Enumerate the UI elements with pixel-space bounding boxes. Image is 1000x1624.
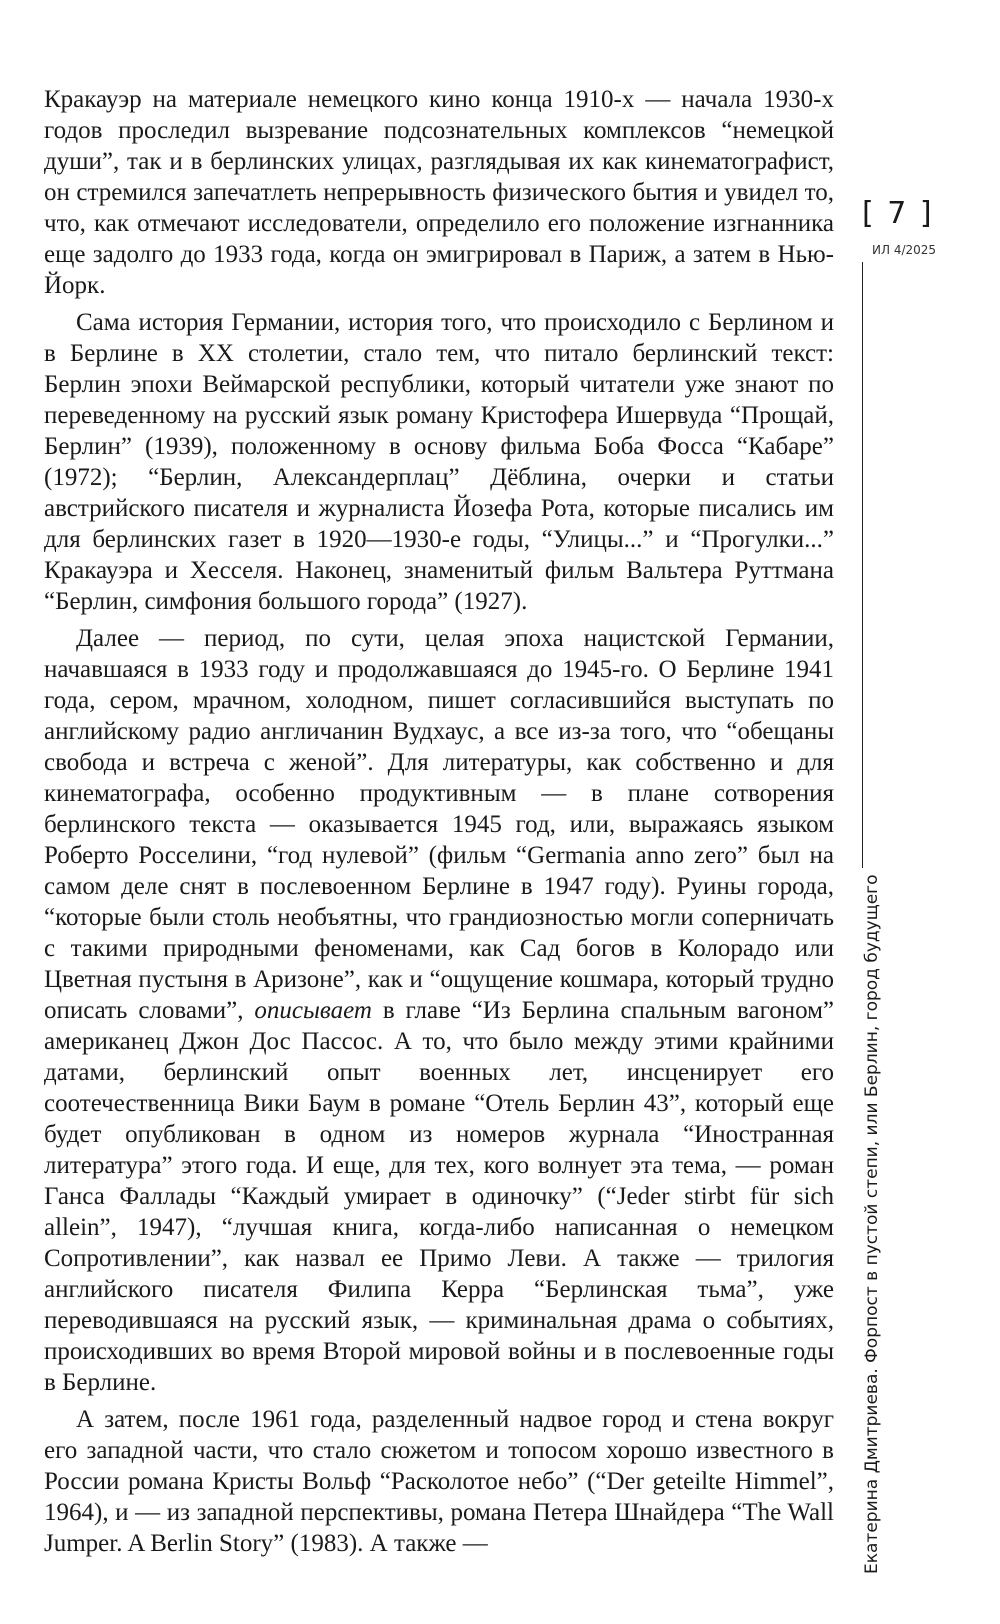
paragraph-4: А затем, после 1961 года, разделенный надвое город и стена вокруг его западной части, что стало сюжетом и топосом хорошо известного в России романа Кристы Вольф “Расколотое небо” (“Der geteilte Himmel”, 1964), и — из западной перспективы, романа Петера Шнайдера “The Wall Jumper. A Berlin Story” (1983). А также — xyxy=(44,1406,834,1557)
paragraph-3-emphasis: описывает xyxy=(254,997,372,1024)
running-head: Екатерина Дмитриева. Форпост в пустой степи, или Берлин, город будущего xyxy=(862,869,882,1581)
paragraph-3-text: Далее — период, по сути, целая эпоха нацистской Германии, начавшаяся в 1933 году и продолжавшаяся до 1945-го. О Берлине 1941 года, сером, мрачном, холодном, пишет согласившийся выступать по английскому радио англичанин Вудхаус, а все из-за того, что “обещаны свобода и встреча с женой”. Для литературы, как собственно и для кинематографа, особенно продуктивным — в плане сотворения берлинского текста — оказывается 1945 год, или, выражаясь языком Роберто Росселини, “год нулевой” (фильм “Germania anno zero” был на самом деле снят в послевоенном Берлине в 1947 году). Руины города, “которые были столь необъятны, что грандиозностью могли соперничать с такими природными феноменами, как Сад богов в Колорадо или Цветная пустыня в Аризоне”, как и “ощущение кошмара, который трудно описать словами”, xyxy=(44,625,834,1024)
issue-label: ИЛ 4/2025 xyxy=(872,243,937,257)
paragraph-1: Кракауэр на материале немецкого кино конца 1910-х — начала 1930-х годов проследил вызревание подсознательных комплексов “немецкой души”, так и в берлинских улицах, разглядывая их как кинематографист, он стремился запечатлеть непрерывность физического бытия и увидел то, что, как отмечают исследователи, определило его положение изгнанника еще задолго до 1933 года, когда он эмигрировал в Париж, а затем в Нью-Йорк. xyxy=(44,86,834,299)
paragraph-2: Сама история Германии, история того, что происходило с Берлином и в Берлине в XX столетии, стало тем, что питало берлинский текст: Берлин эпохи Веймарской республики, который читатели уже знают по переведенному на русский язык роману Кристофера Ишервуда “Прощай, Берлин” (1939), положенному в основу фильма Боба Фосса “Кабаре” (1972); “Берлин, Александерплац” Дёблина, очерки и статьи австрийского писателя и журналиста Йозефа Рота, которые писались им для берлинских газет в 1920—1930-е годы, “Улицы...” и “Прогулки...” Кракауэра и Хесселя. Наконец, знаменитый фильм Вальтера Руттмана “Берлин, симфония большого города” (1927). xyxy=(44,309,834,615)
main-text xyxy=(44,84,834,1565)
paragraph-3-tail: в главе “Из Берлина спальным вагоном” американец Джон Дос Пассос. А то, что было между этими крайними датами, берлинский опыт военных лет, инсценирует его соотечественница Вики Баум в романе “Отель Берлин 43”, который еще будет опубликован в одном из номеров журнала “Иностранная литература” этого года. И еще, для тех, кого волнует эта тема, — роман Ганса Фаллады “Каждый умирает в одиночку” (“Jeder stirbt für sich allein”, 1947), “лучшая книга, когда-либо написанная о немецком Сопротивлении”, как назвал ее Примо Леви. А также — трилогия английского писателя Филипа Керра “Берлинская тьма”, уже переводившаяся на русский язык, — криминальная драма о событиях, происходивших во время Второй мировой войны и в послевоенные годы в Берлине. xyxy=(44,997,835,1396)
paragraph-3 xyxy=(44,623,834,1398)
page-number: [ 7 ] xyxy=(862,196,934,231)
